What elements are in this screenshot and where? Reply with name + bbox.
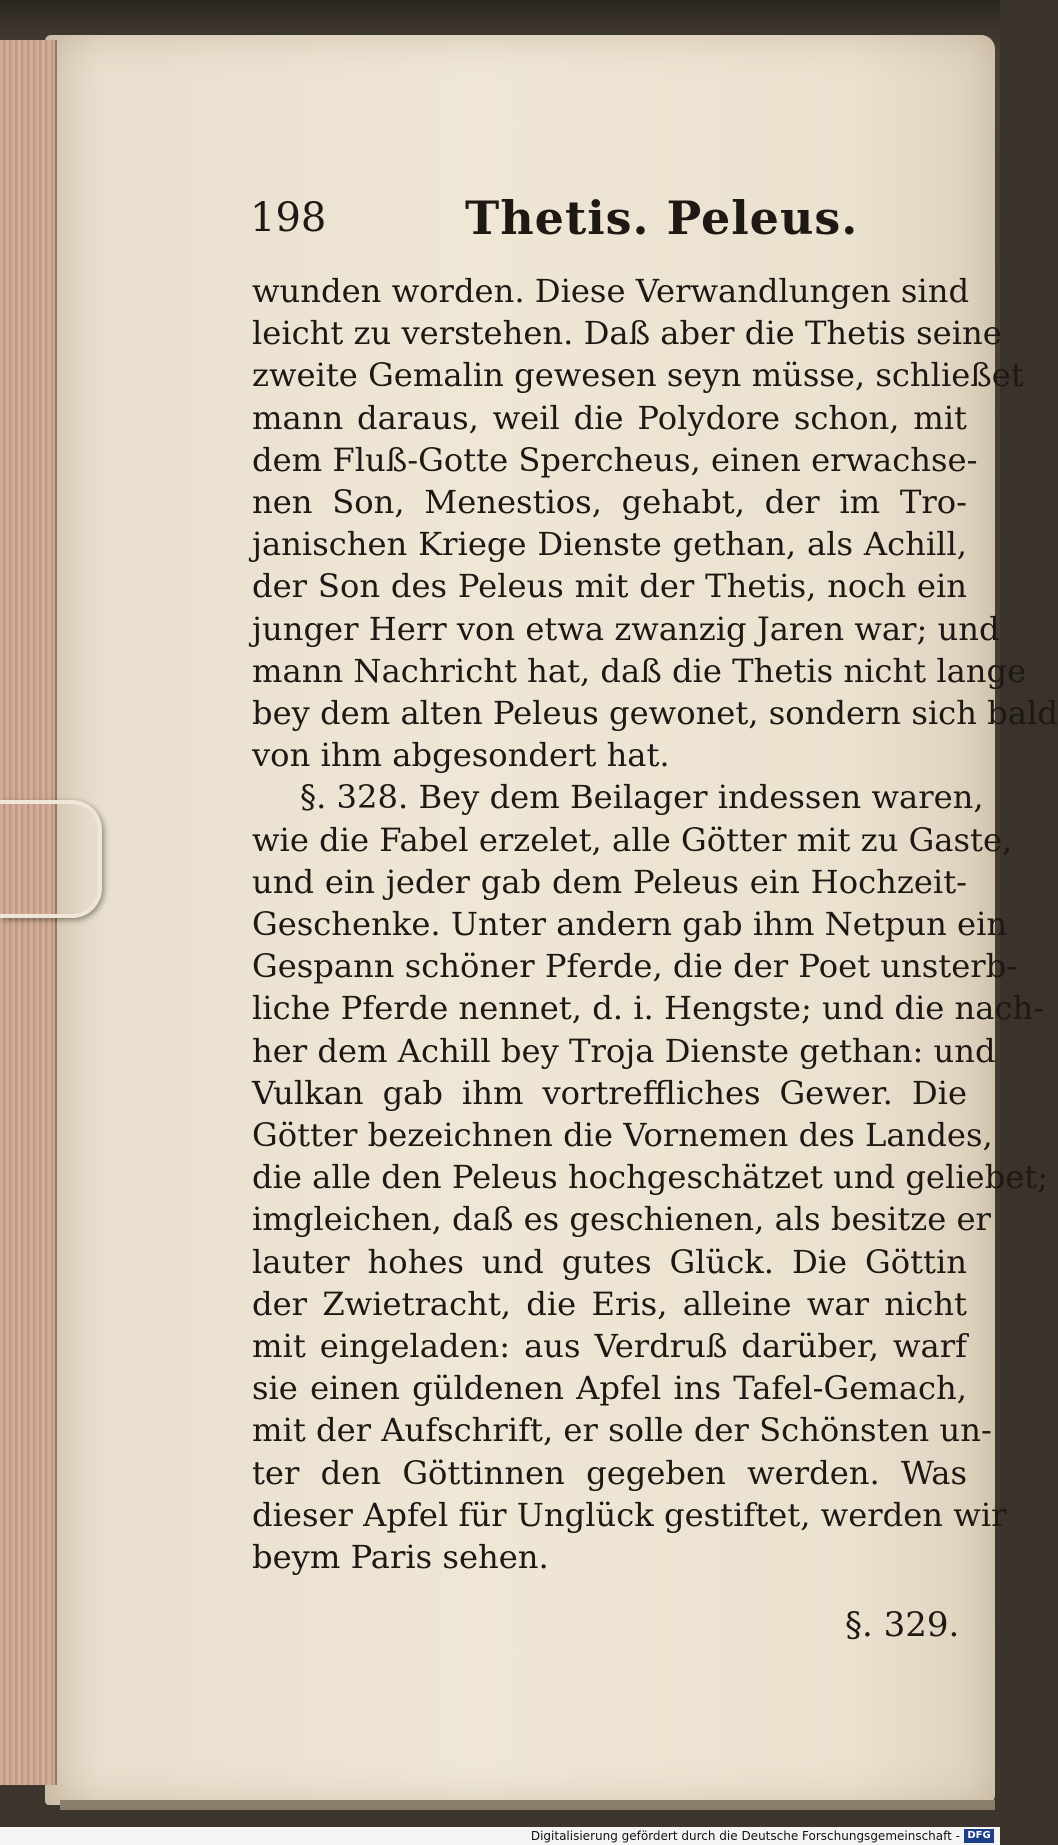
- page-bottom-edge: [60, 1800, 995, 1810]
- page-clip: [0, 800, 102, 918]
- text-line: Vulkan gab ihm vortreffliches Gewer. Die: [252, 1073, 967, 1112]
- text-line: her dem Achill bey Troja Dienste gethan: und: [252, 1031, 996, 1070]
- text-line: sie einen güldenen Apfel ins Tafel-Gemach,: [252, 1369, 967, 1408]
- running-title: Thetis. Peleus.: [465, 191, 859, 245]
- text-line: beym Paris sehen.: [252, 1538, 549, 1577]
- text-line: imgleichen, daß es geschienen, als besitze er: [252, 1200, 991, 1239]
- page-header: [250, 191, 950, 255]
- text-line: mit der Aufschrift, er solle der Schönsten un-: [252, 1411, 992, 1450]
- text-line: von ihm abgesondert hat.: [252, 736, 670, 775]
- text-line: leicht zu verstehen. Daß aber die Thetis seine: [252, 314, 1002, 353]
- text-line: junger Herr von etwa zwanzig Jaren war; und: [252, 609, 1000, 648]
- text-line: und ein jeder gab dem Peleus ein Hochzeit-: [252, 862, 967, 901]
- text-line: Gespann schöner Pferde, die der Poet unsterb-: [252, 947, 1018, 986]
- digitization-credit: Digitalisierung gefördert durch die Deutsche Forschungsgemeinschaft -: [530, 1829, 960, 1843]
- text-line: die alle den Peleus hochgeschätzet und geliebet;: [252, 1158, 1049, 1197]
- body-text: [252, 270, 1058, 1578]
- page-number: 198: [250, 195, 327, 241]
- text-line: dem Fluß-Gotte Spercheus, einen erwachse-: [252, 440, 978, 479]
- text-line: lauter hohes und gutes Glück. Die Göttin: [252, 1242, 967, 1281]
- text-line: mann Nachricht hat, daß die Thetis nicht lange: [252, 651, 1027, 690]
- text-line: mann daraus, weil die Polydore schon, mit: [252, 398, 967, 437]
- text-line: der Zwietracht, die Eris, alleine war nicht: [252, 1284, 967, 1323]
- text-line: ter den Göttinnen gegeben werden. Was: [252, 1453, 967, 1492]
- dfg-logo-icon: DFG: [964, 1829, 994, 1843]
- text-line: liche Pferde nennet, d. i. Hengste; und die nach-: [252, 989, 1045, 1028]
- text-line: mit eingeladen: aus Verdruß darüber, warf: [252, 1327, 967, 1366]
- text-line: dieser Apfel für Unglück gestiftet, werden wir: [252, 1495, 1007, 1534]
- text-line: der Son des Peleus mit der Thetis, noch ein: [252, 567, 967, 606]
- text-line: Götter bezeichnen die Vornemen des Landes,: [252, 1116, 993, 1155]
- text-line: wunden worden. Diese Verwandlungen sind: [252, 272, 970, 310]
- text-line: nen Son, Menestios, gehabt, der im Tro-: [252, 483, 967, 522]
- catchword: §. 329.: [845, 1605, 960, 1645]
- text-line: zweite Gemalin gewesen seyn müsse, schließet: [252, 356, 1024, 395]
- text-line: wie die Fabel erzelet, alle Götter mit zu Gaste,: [252, 820, 1013, 859]
- text-line: Geschenke. Unter andern gab ihm Netpun ein: [252, 905, 1008, 944]
- section-start-line: §. 328. Bey dem Beilager indessen waren,: [300, 778, 984, 817]
- text-line: janischen Kriege Dienste gethan, als Achill,: [252, 525, 967, 564]
- text-line: bey dem alten Peleus gewonet, sondern sich bald: [252, 694, 1058, 733]
